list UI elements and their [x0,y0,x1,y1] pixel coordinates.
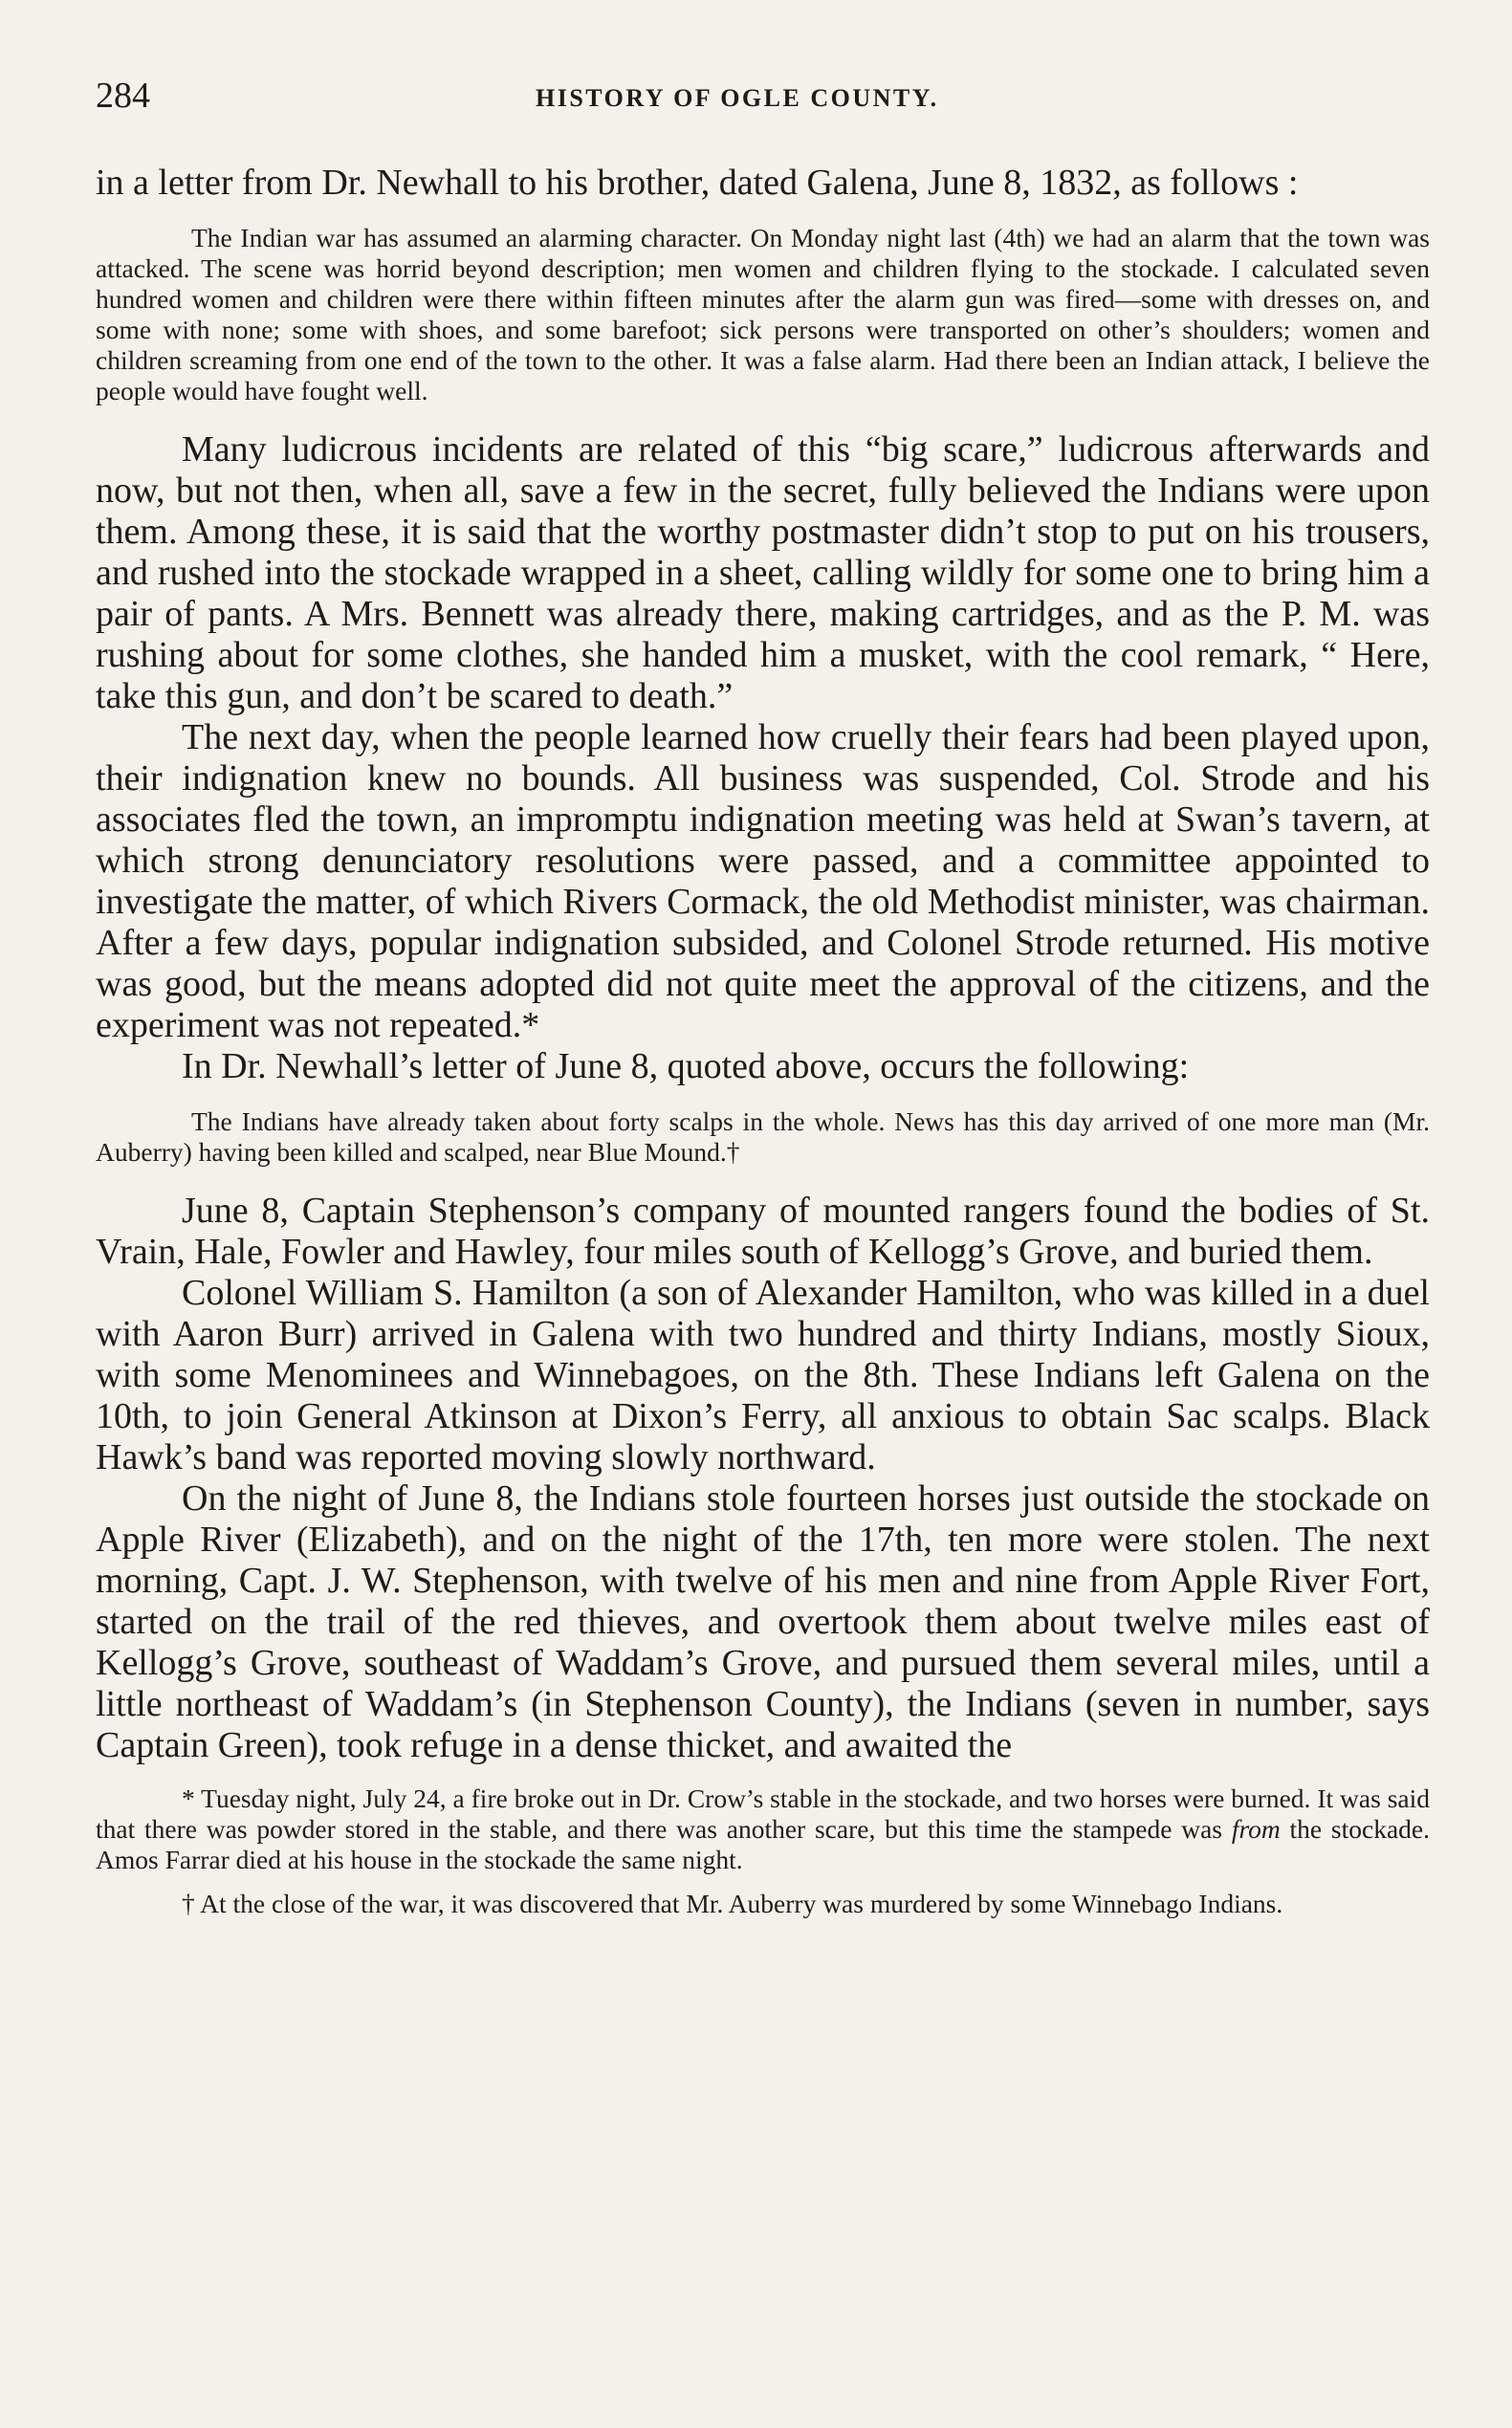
paragraph-colonel-hamilton: Colonel William S. Hamilton (a son of Alexander Hamilton, who was killed in a duel with Aaron Burr) arrived in Galena with two hundred and thirty Indians, mostly Sioux, with some Menominees and Winnebagoes, on the 8th. These Indians left Galena on the 10th, to join General Atkinson at Dixon’s Ferry, all anxious to obtain Sac scalps. Black Hawk’s band was reported moving slowly northward. [96,1273,1430,1477]
footnote-star-emphasis: from [1231,1814,1281,1844]
paragraph-big-scare: Many ludicrous incidents are related of this “big scare,” ludicrous afterwards and now, but not then, when all, save a few in the secret, fully believed the Indians were upon them. Among these, it is said that the worthy postmaster didn’t stop to put on his trousers, and rushed into the stockade wrapped in a sheet, calling wildly for some one to bring him a pair of pants. A Mrs. Bennett was already there, making cartridges, and as the P. M. was rushing about for some clothes, she handed him a musket, with the cool remark, “ Here, take this gun, and don’t be scared to death.” [96,429,1430,716]
block-quote-scalps: The Indians have already taken about forty scalps in the whole. News has this day arrived of one more man (Mr. Auberry) having been killed and scalped, near Blue Mound.† [96,1106,1430,1167]
footnote-star-text-start: * Tuesday night, July 24, a fire broke out in Dr. Crow’s stable in the stockade, and two horses were burned. It was said that there was powder stored in the stable, and there was another scare, but this time the stampede was [96,1783,1430,1844]
page-content [96,163,1430,1933]
paragraph-intro: in a letter from Dr. Newhall to his brother, dated Galena, June 8, 1832, as follows : [96,163,1299,203]
paragraph-night-of-june-8: On the night of June 8, the Indians stole fourteen horses just outside the stockade on Apple River (Elizabeth), and on the night of the 17th, ten more were stolen. The next morning, Capt. J. W. Stephenson, with twelve of his men and nine from Apple River Fort, started on the trail of the red thieves, and overtook them about twelve miles east of Kellogg’s Grove, southeast of Waddam’s Grove, and pursued them several miles, until a little northeast of Waddam’s (in Stephenson County), the Indians (seven in number, says Captain Green), took refuge in a dense thicket, and awaited the [96,1478,1430,1765]
running-head: HISTORY OF OGLE COUNTY. [536,84,939,112]
page-header [96,75,1430,122]
paragraph-june-8: June 8, Captain Stephenson’s company of mounted rangers found the bodies of St. Vrain, Hale, Fowler and Hawley, four miles south of Kellogg’s Grove, and buried them. [96,1191,1430,1272]
block-quote-newhall-letter: The Indian war has assumed an alarming character. On Monday night last (4th) we had an alarm that the town was attacked. The scene was horrid beyond description; men women and children flying to the stockade. I calculated seven hundred women and children were there within fifteen minutes after the alarm gun was fired—some with dresses on, and some with none; some with shoes, and some barefoot; sick persons were transported on other’s shoulders; women and children screaming from one end of the town to the other. It was a false alarm. Had there been an Indian attack, I believe the people would have fought well. [96,223,1430,405]
page-number: 284 [96,76,150,116]
footnote-dagger: † At the close of the war, it was discovered that Mr. Auberry was murdered by some Winnebago Indians. [182,1889,1283,1918]
paragraph-next-day: The next day, when the people learned how cruelly their fears had been played upon, their indignation knew no bounds. All business was suspended, Col. Strode and his associates fled the town, an impromptu indignation meeting was held at Swan’s tavern, at which strong denunciatory resolutions were passed, and a committee appointed to investigate the matter, of which Rivers Cormack, the old Methodist minister, was chairman. After a few days, popular indignation subsided, and Colonel Strode returned. His motive was good, but the means adopted did not quite meet the approval of the citizens, and the experiment was not repeated.* [96,717,1430,1045]
footnotes [96,1783,1430,1919]
footnote-star-text-end: the stockade. Amos Farrar died at his house in the stockade the same night. [96,1814,1431,1874]
paragraph-newhall-letter-intro: In Dr. Newhall’s letter of June 8, quoted above, occurs the following: [182,1046,1190,1086]
footnote-star [96,1783,1430,1875]
